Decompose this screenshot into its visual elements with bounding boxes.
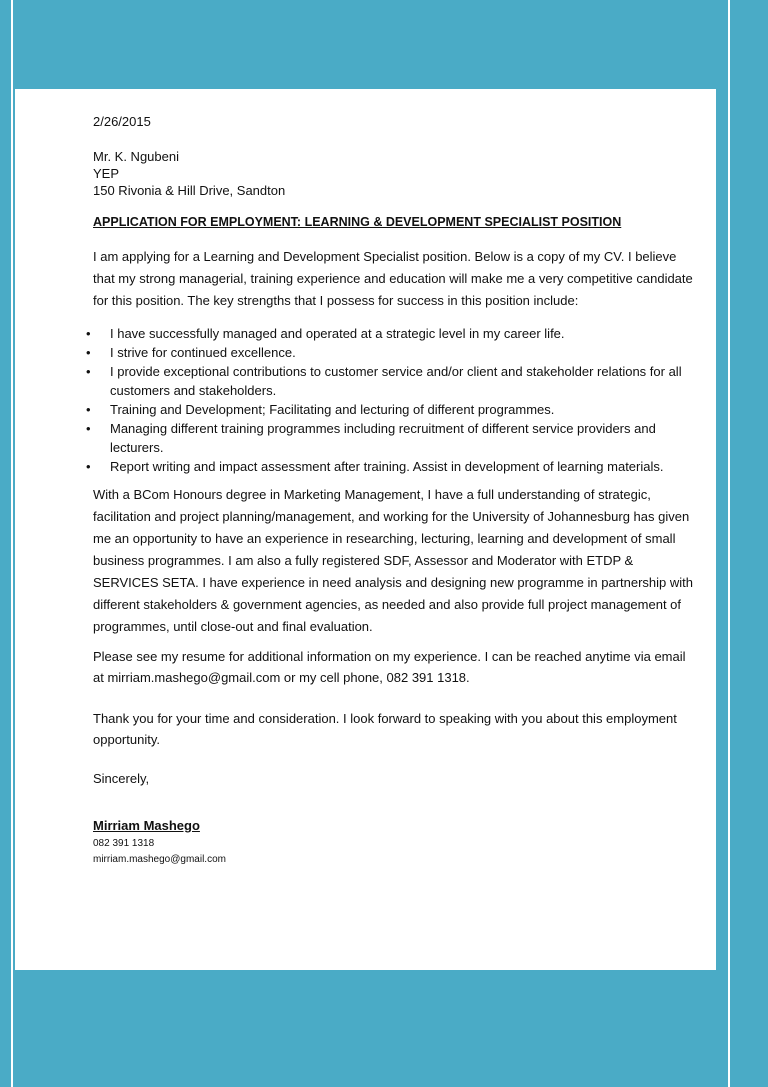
list-item: • Report writing and impact assessment after training. Assist in development of learning materials.	[15, 457, 693, 476]
list-item: • I have successfully managed and operated at a strategic level in my career life.	[15, 324, 693, 343]
list-item: • I strive for continued excellence.	[15, 343, 693, 362]
recipient-name: Mr. K. Ngubeni	[93, 149, 179, 164]
letter-date: 2/26/2015	[93, 114, 151, 129]
body-paragraph: With a BCom Honours degree in Marketing Management, I have a full understanding of strategic, facilitation and project planning/management, and working for the University of Johannesburg has given me an opportunity to have an experience in researching, lecturing, learning and development of small business programmes. I am also a fully registered SDF, Assessor and Moderator with ETDP & SERVICES SETA. I have experience in need analysis and designing new programme in partnership with different stakeholders & government agencies, as needed and also provide full project management of programmes, until close-out and final evaluation.	[93, 487, 694, 634]
letter-content	[93, 113, 693, 868]
list-item: • Training and Development; Facilitating and lecturing of different programmes.	[15, 400, 693, 419]
frame-right-border	[728, 0, 768, 1087]
contact-paragraph: Please see my resume for additional information on my experience. I can be reached anytime via email at mirriam.mashego@gmail.com or my cell phone, 082 391 1318.	[93, 649, 686, 685]
recipient-org: YEP	[93, 166, 120, 181]
list-item: • Managing different training programmes including recruitment of different service providers and lecturers.	[15, 419, 693, 457]
letter-page	[15, 89, 716, 970]
recipient-street: 150 Rivonia & Hill Drive, Sandton	[93, 183, 286, 198]
signature-email: mirriam.mashego@gmail.com	[93, 854, 226, 865]
letter-subject: APPLICATION FOR EMPLOYMENT: LEARNING & DEVELOPMENT SPECIALIST POSITION	[93, 215, 622, 229]
recipient-address	[93, 148, 693, 199]
frame-left-border	[0, 0, 13, 1087]
intro-paragraph: I am applying for a Learning and Development Specialist position. Below is a copy of my CV. I believe that my strong managerial, training experience and education will make me a very competitive candidate for this position. The key strengths that I possess for success in this position include:	[93, 249, 693, 308]
strengths-list	[15, 324, 693, 476]
closing-salutation: Sincerely,	[93, 771, 150, 786]
list-item: • I provide exceptional contributions to customer service and/or client and stakeholder relations for all customers and stakeholders.	[15, 362, 693, 400]
signature-name: Mirriam Mashego	[93, 818, 200, 833]
thanks-paragraph: Thank you for your time and consideration. I look forward to speaking with you about this employment opportunity.	[93, 711, 677, 747]
signature-phone: 082 391 1318	[93, 838, 155, 849]
